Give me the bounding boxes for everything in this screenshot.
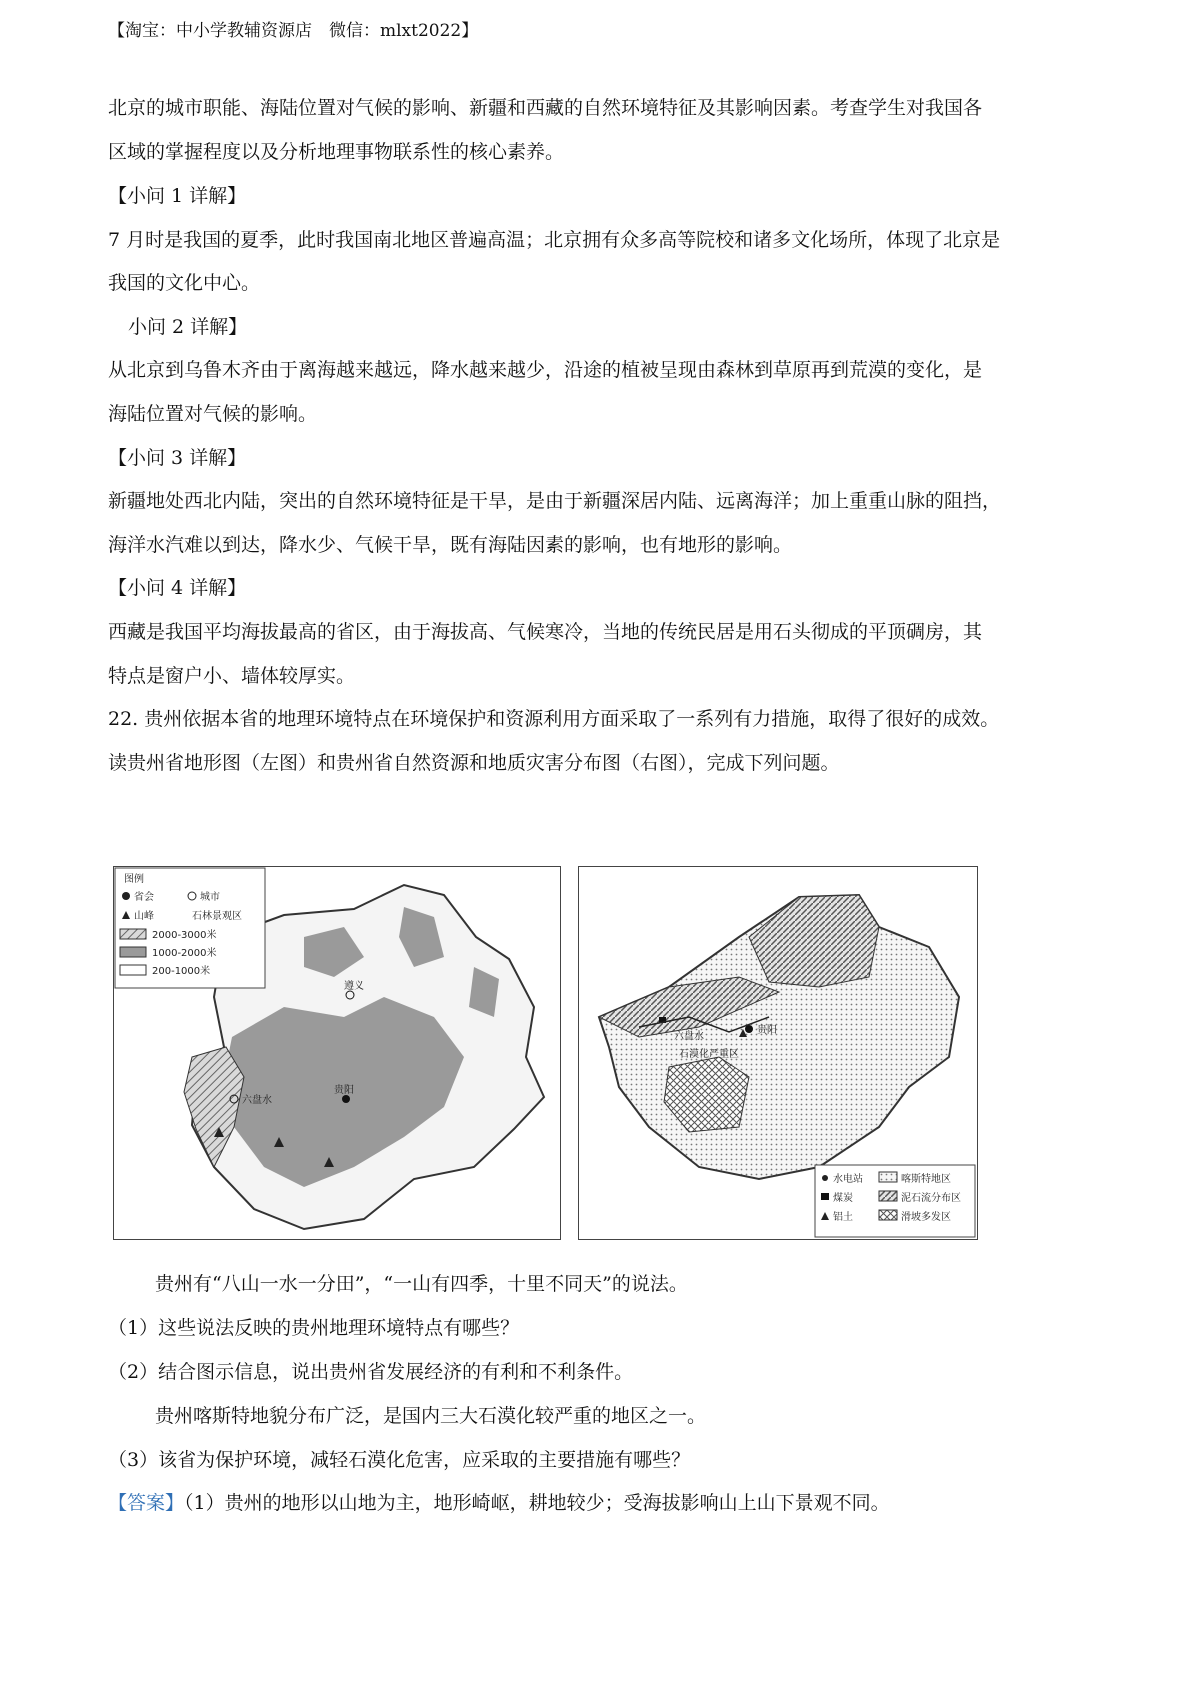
text-line: 西藏是我国平均海拔最高的省区，由于海拔高、气候寒冷，当地的传统民居是用石头彻成的平顶碉房，其 — [108, 621, 983, 643]
question-1: （1）这些说法反映的贵州地理环境特点有哪些？ — [108, 1317, 520, 1339]
city-label-guiyang: 贵阳 — [757, 1025, 777, 1036]
label-rocky-desertification: 石漠化严重区 — [679, 1049, 739, 1060]
landslide-zone — [749, 895, 879, 987]
city-label-guiyang: 贵阳 — [334, 1085, 354, 1096]
watermark-header: 【淘宝：中小学教辅资源店 微信：mlxt2022】 — [108, 21, 479, 41]
legend-stone-forest: 石林景观区 — [192, 911, 242, 922]
question-stem: 读贵州省地形图（左图）和贵州省自然资源和地质灾害分布图（右图），完成下列问题。 — [108, 752, 840, 774]
legend-bauxite: 铝土 — [833, 1212, 853, 1223]
city-label-liupanshui: 六盘水 — [242, 1095, 272, 1106]
legend-city: 城市 — [200, 892, 220, 903]
answer-tag: 【答案】 — [108, 1492, 185, 1514]
material-text: 贵州喀斯特地貌分布广泛，是国内三大石漠化较严重的地区之一。 — [155, 1405, 707, 1427]
text-line: 北京的城市职能、海陆位置对气候的影响、新疆和西藏的自然环境特征及其影响因素。考查学生对我国各 — [108, 97, 983, 119]
section-heading: 【小问 1 详解】 — [108, 185, 247, 207]
section-heading: 小问 2 详解】 — [128, 316, 248, 338]
answer-line — [108, 1491, 890, 1515]
section-heading: 【小问 3 详解】 — [108, 447, 247, 469]
text-line: 区域的掌握程度以及分析地理事物联系性的核心素养。 — [108, 141, 565, 163]
guizhou-resources-hazards-map — [578, 866, 978, 1240]
text-line: 从北京到乌鲁木齐由于离海越来越远，降水越来越少，沿途的植被呈现由森林到草原再到荒漠的变化，是 — [108, 359, 983, 381]
legend-landslide: 滑坡多发区 — [901, 1212, 951, 1223]
question-stem: 22. 贵州依据本省的地理环境特点在环境保护和资源利用方面采取了一系列有力措施，取得了很好的成效。 — [108, 708, 1000, 730]
legend-debris-flow: 泥石流分布区 — [901, 1193, 961, 1204]
city-label-zunyi: 遵义 — [344, 981, 364, 992]
text-line: 新疆地处西北内陆，突出的自然环境特征是干旱，是由于新疆深居内陆、远离海洋；加上重重山脉的阻挡， — [108, 490, 1002, 512]
question-3: （3）该省为保护环境，减轻石漠化危害，应采取的主要措施有哪些？ — [108, 1449, 691, 1471]
legend-elev-low: 200-1000米 — [152, 966, 211, 977]
legend-elev-mid: 1000-2000米 — [152, 948, 217, 959]
material-text: 贵州有“八山一水一分田”，“一山有四季，十里不同天”的说法。 — [155, 1273, 688, 1295]
text-line: 我国的文化中心。 — [108, 272, 261, 294]
legend-hydropower: 水电站 — [833, 1174, 863, 1185]
text-line: 7 月时是我国的夏季，此时我国南北地区普遍高温；北京拥有众多高等院校和诸多文化场所，体现了北京是 — [108, 229, 1001, 251]
guizhou-topographic-map — [113, 866, 561, 1240]
text-line: 海洋水汽难以到达，降水少、气候干旱，既有海陆因素的影响，也有地形的影响。 — [108, 534, 793, 556]
city-label-liupanshui: 六盘水 — [674, 1031, 704, 1042]
legend-elev-high: 2000-3000米 — [152, 930, 217, 941]
legend-karst: 喀斯特地区 — [901, 1174, 951, 1185]
legend-peak: 山峰 — [134, 911, 154, 922]
text-line: 海陆位置对气候的影响。 — [108, 403, 318, 425]
question-2: （2）结合图示信息，说出贵州省发展经济的有利和不利条件。 — [108, 1361, 634, 1383]
answer-text: （1）贵州的地形以山地为主，地形崎岖，耕地较少；受海拔影响山上山下景观不同。 — [184, 1492, 890, 1514]
legend-coal: 煤炭 — [833, 1193, 853, 1204]
text-line: 特点是窗户小、墙体较厚实。 — [108, 665, 356, 687]
section-heading: 【小问 4 详解】 — [108, 577, 247, 599]
legend-capital: 省会 — [134, 892, 154, 903]
legend-title: 图例 — [124, 874, 144, 885]
